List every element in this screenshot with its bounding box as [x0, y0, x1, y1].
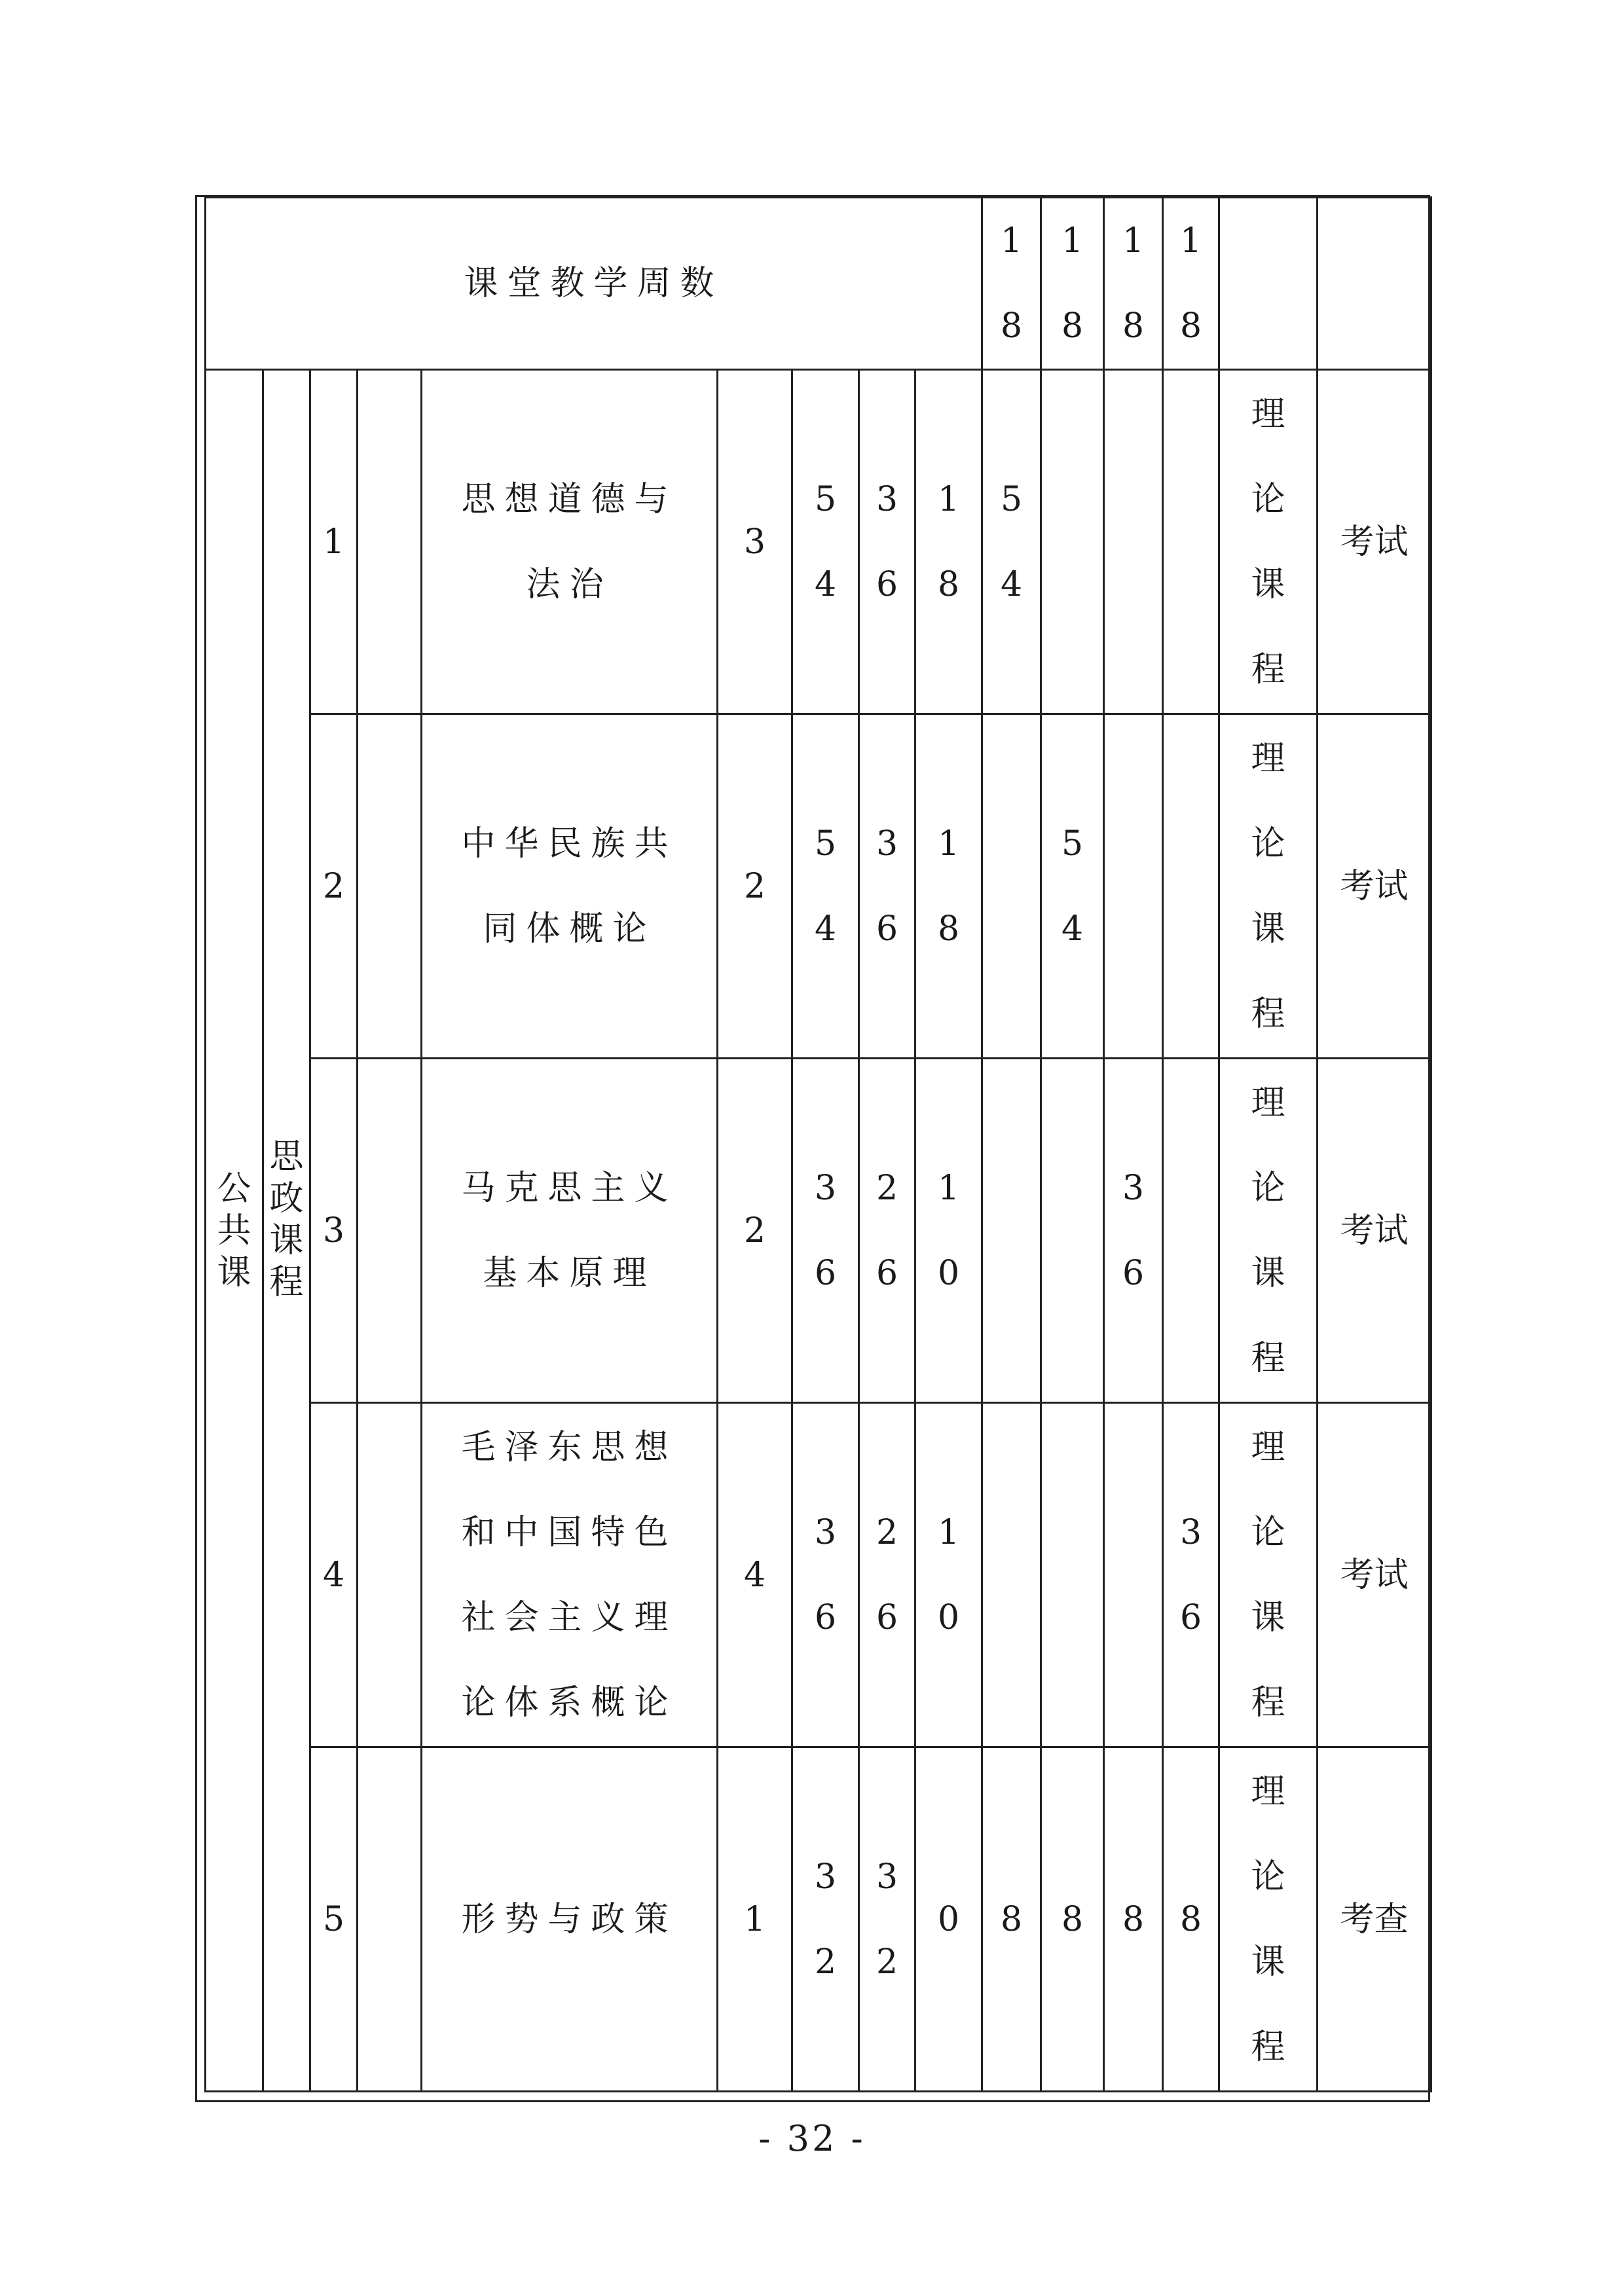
semester-3-hours — [1104, 714, 1163, 1059]
week-value: 18 — [1122, 221, 1145, 346]
course-name-text: 思想道德与法治 — [461, 479, 678, 604]
course-credit-text: 1 — [743, 1899, 766, 1939]
course-no-text: 4 — [322, 1555, 345, 1595]
course-no — [310, 714, 358, 1059]
assessment-method — [1318, 1747, 1431, 2092]
course-credit — [718, 1403, 792, 1747]
course-credit-text: 2 — [743, 1211, 766, 1250]
course-name — [422, 1747, 718, 2092]
table-row — [206, 370, 1431, 714]
course-total-hours — [792, 370, 859, 714]
semester-2-hours — [1041, 1747, 1104, 2092]
course-total-hours — [792, 714, 859, 1059]
semester-1-hours — [982, 1059, 1041, 1403]
assessment-method-text: 考试 — [1340, 522, 1409, 562]
course-code — [358, 1059, 422, 1403]
course-type-text: 理论课程 — [1251, 1427, 1285, 1722]
assessment-method — [1318, 1059, 1431, 1403]
course-theory-hours — [859, 714, 915, 1059]
course-theory-hours — [859, 370, 915, 714]
semester-2-hours — [1041, 370, 1104, 714]
course-total-hours-text: 36 — [814, 1168, 837, 1293]
course-name-text: 毛泽东思想和中国特色社会主义理论体系概论 — [461, 1427, 678, 1722]
course-practice-hours-text: 18 — [937, 824, 960, 949]
semester-2-hours — [1041, 1403, 1104, 1747]
course-total-hours — [792, 1403, 859, 1747]
course-code — [358, 1403, 422, 1747]
course-credit-text: 2 — [743, 866, 766, 906]
course-type — [1219, 1059, 1318, 1403]
semester-3-hours — [1104, 370, 1163, 714]
course-name — [422, 714, 718, 1059]
semester-2-hours-text: 8 — [1061, 1899, 1084, 1939]
semester-4-hours — [1163, 370, 1219, 714]
course-type — [1219, 1403, 1318, 1747]
assessment-method — [1318, 714, 1431, 1059]
course-practice-hours — [915, 1747, 982, 2092]
course-practice-hours — [915, 714, 982, 1059]
subcategory-cell-text: 思政课程 — [269, 1137, 304, 1302]
semester-4-hours — [1163, 1747, 1219, 2092]
header-row — [206, 198, 1431, 370]
semester-1-hours — [982, 1403, 1041, 1747]
course-theory-hours — [859, 1403, 915, 1747]
semester-1-hours — [982, 370, 1041, 714]
course-type — [1219, 370, 1318, 714]
week-value: 18 — [1061, 221, 1084, 346]
assessment-method — [1318, 370, 1431, 714]
semester-2-hours-text: 54 — [1061, 824, 1084, 949]
course-name-text: 中华民族共同体概论 — [461, 824, 678, 949]
semester-4-hours-text: 36 — [1180, 1512, 1202, 1637]
course-theory-hours — [859, 1747, 915, 2092]
course-name-text: 马克思主义基本原理 — [461, 1168, 678, 1293]
week-cell-2 — [1041, 198, 1104, 370]
course-type-text: 理论课程 — [1251, 1083, 1285, 1378]
course-no-text: 5 — [322, 1899, 345, 1939]
course-credit-text: 4 — [743, 1555, 766, 1595]
course-theory-hours-text: 36 — [876, 479, 898, 604]
course-code — [358, 1747, 422, 2092]
course-credit-text: 3 — [743, 522, 766, 562]
course-table — [204, 196, 1432, 2092]
course-no-text: 2 — [322, 866, 345, 906]
semester-4-hours — [1163, 1059, 1219, 1403]
page-number: - 32 - — [758, 2118, 866, 2159]
course-type — [1219, 714, 1318, 1059]
subcategory-cell — [263, 370, 310, 2092]
semester-3-hours — [1104, 1403, 1163, 1747]
semester-3-hours-text: 8 — [1122, 1899, 1145, 1939]
course-name — [422, 1059, 718, 1403]
course-name — [422, 1403, 718, 1747]
course-no — [310, 1403, 358, 1747]
assessment-method — [1318, 1403, 1431, 1747]
course-theory-hours-text: 36 — [876, 824, 898, 949]
week-value: 18 — [1180, 221, 1202, 346]
semester-3-hours-text: 36 — [1122, 1168, 1145, 1293]
assessment-method-text: 考试 — [1340, 1211, 1409, 1250]
course-no-text: 3 — [322, 1211, 345, 1250]
course-practice-hours — [915, 1403, 982, 1747]
course-type — [1219, 1747, 1318, 2092]
course-practice-hours-text: 18 — [937, 479, 960, 604]
course-credit — [718, 714, 792, 1059]
course-practice-hours-text: 10 — [937, 1168, 960, 1293]
course-type-text: 理论课程 — [1251, 394, 1285, 689]
course-credit — [718, 1747, 792, 2092]
semester-1-hours — [982, 1747, 1041, 2092]
week-value: 18 — [1001, 221, 1023, 346]
course-total-hours — [792, 1059, 859, 1403]
weeks-label-cell — [206, 198, 982, 370]
course-name-text: 形势与政策 — [461, 1899, 678, 1939]
course-credit — [718, 370, 792, 714]
semester-2-hours — [1041, 714, 1104, 1059]
assessment-method-text: 考试 — [1340, 866, 1409, 906]
table-row — [206, 1059, 1431, 1403]
week-cell-3 — [1104, 198, 1163, 370]
course-theory-hours-text: 26 — [876, 1512, 898, 1637]
course-total-hours-text: 36 — [814, 1512, 837, 1637]
category-cell-text: 公共课 — [217, 1169, 251, 1292]
course-type-text: 理论课程 — [1251, 738, 1285, 1034]
course-no-text: 1 — [322, 522, 345, 562]
week-cell-1 — [982, 198, 1041, 370]
course-code — [358, 714, 422, 1059]
assessment-method-text: 考查 — [1340, 1899, 1409, 1939]
course-code — [358, 370, 422, 714]
course-type-text: 理论课程 — [1251, 1772, 1285, 2067]
course-total-hours-text: 54 — [814, 824, 837, 949]
header-empty-assess — [1318, 198, 1431, 370]
category-cell — [206, 370, 263, 2092]
semester-3-hours — [1104, 1747, 1163, 2092]
course-practice-hours — [915, 1059, 982, 1403]
assessment-method-text: 考试 — [1340, 1555, 1409, 1595]
table-row — [206, 714, 1431, 1059]
course-theory-hours-text: 26 — [876, 1168, 898, 1293]
course-total-hours-text: 32 — [814, 1857, 837, 1982]
course-total-hours — [792, 1747, 859, 2092]
table-row — [206, 1403, 1431, 1747]
semester-4-hours — [1163, 1403, 1219, 1747]
course-theory-hours-text: 32 — [876, 1857, 898, 1982]
week-cell-4 — [1163, 198, 1219, 370]
course-practice-hours-text: 0 — [937, 1899, 960, 1939]
semester-2-hours — [1041, 1059, 1104, 1403]
semester-1-hours-text: 54 — [1001, 479, 1023, 604]
course-practice-hours — [915, 370, 982, 714]
course-name — [422, 370, 718, 714]
semester-4-hours-text: 8 — [1180, 1899, 1202, 1939]
course-practice-hours-text: 10 — [937, 1512, 960, 1637]
course-no — [310, 1059, 358, 1403]
course-credit — [718, 1059, 792, 1403]
semester-1-hours — [982, 714, 1041, 1059]
semester-1-hours-text: 8 — [1001, 1899, 1023, 1939]
course-total-hours-text: 54 — [814, 479, 837, 604]
semester-3-hours — [1104, 1059, 1163, 1403]
course-no — [310, 370, 358, 714]
header-empty-type — [1219, 198, 1318, 370]
weeks-label: 课堂教学周数 — [464, 264, 724, 303]
course-theory-hours — [859, 1059, 915, 1403]
semester-4-hours — [1163, 714, 1219, 1059]
course-no — [310, 1747, 358, 2092]
table-row — [206, 1747, 1431, 2092]
